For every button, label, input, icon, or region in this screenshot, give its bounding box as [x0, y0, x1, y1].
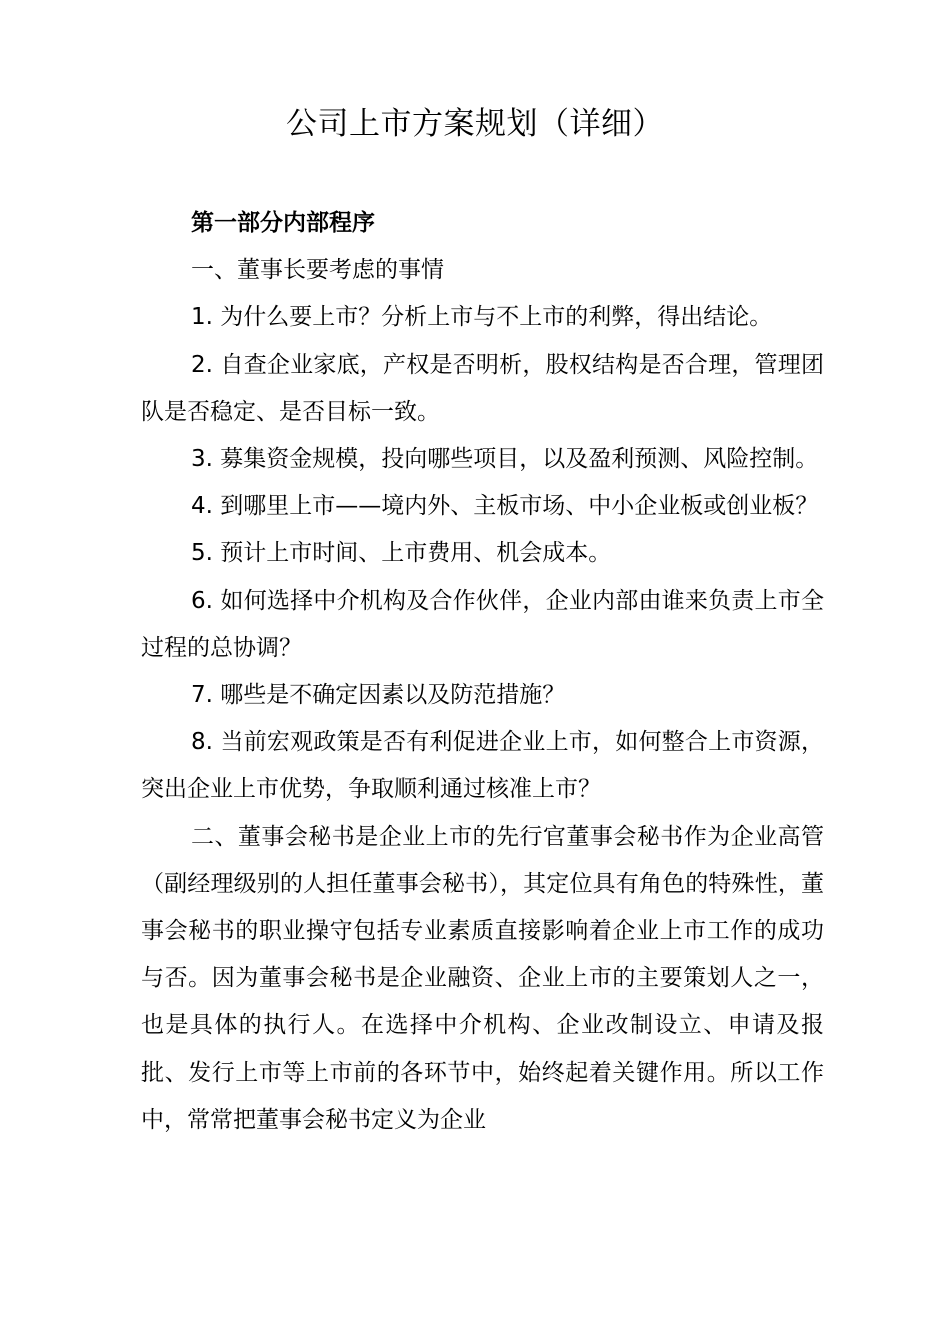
document-title: 公司上市方案规划（详细） — [286, 106, 664, 142]
paragraph-item-7: 7. 哪些是不确定因素以及防范措施？ — [191, 682, 566, 709]
section-heading: 第一部分内部程序 — [191, 210, 375, 236]
document-body — [141, 200, 824, 1144]
paragraph-item-4: 4. 到哪里上市——境内外、主板市场、中小企业板或创业板？ — [191, 493, 819, 520]
paragraph-secretary: 二、董事会秘书是企业上市的先行官董事会秘书作为企业高管（副经理级别的人担任董事会秘书），其定位具有角色的特殊性，董事会秘书的职业操守包括专业素质直接影响着企业上市工作的成功与否。因为董事会秘书是企业融资、企业上市的主要策划人之一，也是具体的执行人。在选择中介机构、企业改制设立、申请及报批、发行上市等上市前的各环节中，始终起着关键作用。所以工作中，常常把董事会秘书定义为企业 — [141, 823, 824, 1133]
paragraph-item-8: 8. 当前宏观政策是否有利促进企业上市，如何整合上市资源，突出企业上市优势，争取顺利通过核准上市？ — [141, 729, 824, 803]
paragraph-item-5: 5. 预计上市时间、上市费用、机会成本。 — [191, 540, 612, 567]
subsection-heading: 一、董事长要考虑的事情 — [191, 257, 444, 284]
paragraph-item-3: 3. 募集资金规模，投向哪些项目，以及盈利预测、风险控制。 — [191, 446, 819, 473]
paragraph-item-1: 1. 为什么要上市？分析上市与不上市的利弊，得出结论。 — [191, 304, 773, 331]
paragraph-item-6: 6. 如何选择中介机构及合作伙伴，企业内部由谁来负责上市全过程的总协调？ — [141, 587, 824, 661]
paragraph-item-2: 2. 自查企业家底，产权是否明析，股权结构是否合理，管理团队是否稳定、是否目标一致。 — [141, 351, 824, 425]
